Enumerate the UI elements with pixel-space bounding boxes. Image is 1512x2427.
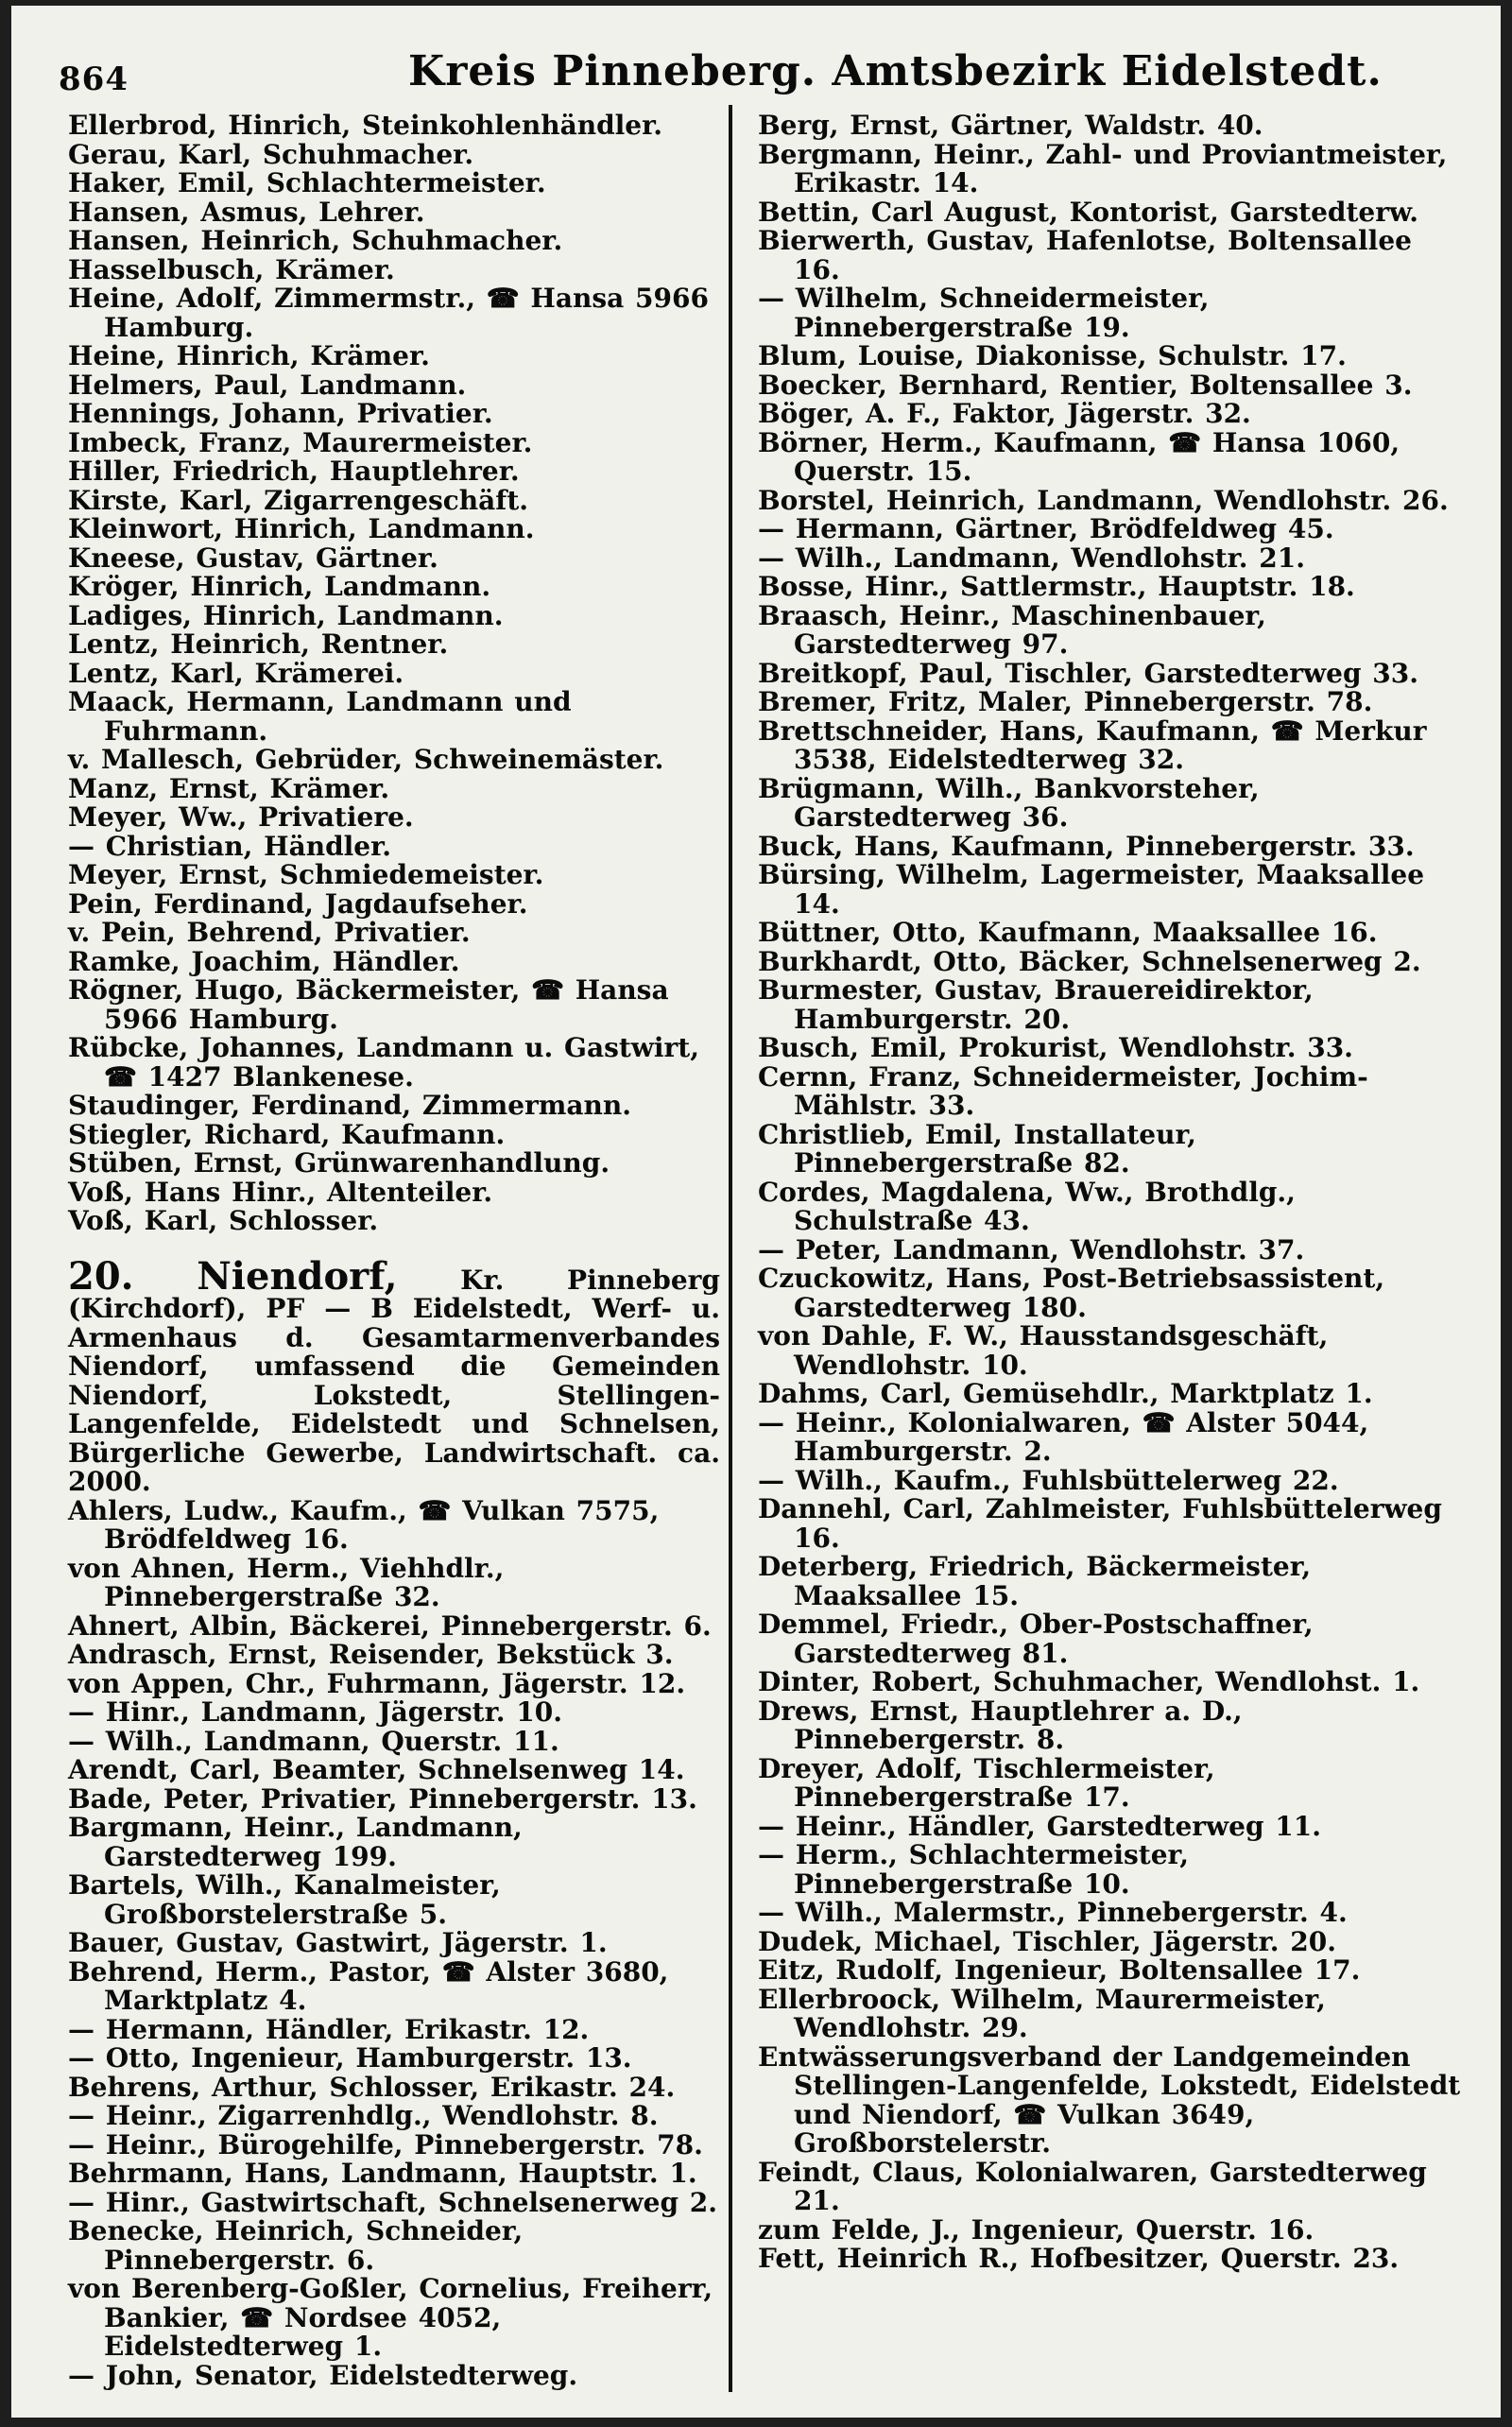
directory-entry: Christlieb, Emil, Installateur, Pinnebergerstraße 82. [758,1118,1196,1179]
page-number: 864 [59,60,129,98]
directory-entry: Maack, Hermann, Landmann und Fuhrmann. [68,686,572,747]
directory-entry: Behrmann, Hans, Landmann, Hauptstr. 1. [68,2158,697,2189]
directory-entry: Hennings, Johann, Privatier. [68,398,493,429]
directory-entry: — Wilh., Landmann, Querstr. 11. [68,1725,559,1757]
directory-entry: Dreyer, Adolf, Tischlermeister, Pinnebergerstraße 17. [758,1752,1215,1813]
directory-entry: — Wilh., Landmann, Wendlohstr. 21. [758,542,1305,574]
directory-entry: Deterberg, Friedrich, Bäckermeister, Maaksallee 15. [758,1551,1312,1611]
page-header [11,6,1501,110]
directory-entry: Andrasch, Ernst, Reisender, Bekstück 3. [68,1639,674,1670]
section-number: 20. [68,1253,134,1299]
directory-entry: — Heinr., Kolonialwaren, ☎ Alster 5044, Hamburgerstr. 2. [758,1406,1369,1467]
directory-entry: — Heinr., Bürogehilfe, Pinnebergerstr. 78. [68,2128,703,2160]
directory-entry: — Herm., Schlachtermeister, Pinnebergerstraße 10. [758,1839,1190,1900]
directory-entry: Demmel, Friedr., Ober-Postschaffner, Garstedterweg 81. [758,1609,1314,1669]
directory-entry: — Hermann, Händler, Erikastr. 12. [68,2013,590,2045]
directory-entry: Hansen, Heinrich, Schuhmacher. [68,225,563,256]
directory-entry: Entwässerungsverband der Landgemeinden Stellingen-Langenfelde, Lokstedt, Eidelstedt und Niendorf, ☎ Vulkan 3649, Großborstelerstr. [758,2040,1461,2159]
directory-entry: Voß, Karl, Schlosser. [68,1205,379,1236]
directory-entry: v. Mallesch, Gebrüder, Schweinemäster. [68,744,664,775]
directory-entry: Bettin, Carl August, Kontorist, Garstedterw. [758,196,1418,228]
directory-entry: Meyer, Ww., Privatiere. [68,801,414,833]
directory-entry: — Heinr., Zigarrenhdlg., Wendlohstr. 8. [68,2100,659,2131]
directory-entry: — Christian, Händler. [68,830,392,862]
directory-entry: Kleinwort, Hinrich, Landmann. [68,513,535,544]
directory-entry: Arendt, Carl, Beamter, Schnelsenweg 14. [68,1754,685,1785]
directory-entry: Braasch, Heinr., Maschinenbauer, Garstedterweg 97. [758,599,1266,660]
directory-entry: Berg, Ernst, Gärtner, Waldstr. 40. [758,110,1263,141]
directory-entry: Buck, Hans, Kaufmann, Pinnebergerstr. 33. [758,830,1415,862]
directory-page [11,6,1501,2418]
directory-entry: Busch, Emil, Prokurist, Wendlohstr. 33. [758,1032,1353,1063]
directory-entry: Drews, Ernst, Hauptlehrer a. D., Pinnebergerstr. 8. [758,1695,1243,1755]
directory-entry: Bremer, Fritz, Maler, Pinnebergerstr. 78. [758,686,1373,717]
directory-entry: Czuckowitz, Hans, Post-Betriebsassistent, Garstedterweg 180. [758,1263,1385,1323]
directory-entry: Boecker, Bernhard, Rentier, Boltensallee 3. [758,369,1413,401]
directory-entry: von Ahnen, Herm., Viehhdlr., Pinnebergerstraße 32. [68,1552,505,1612]
directory-entry: Staudinger, Ferdinand, Zimmermann. [68,1090,632,1121]
directory-entry: Stiegler, Richard, Kaufmann. [68,1118,506,1150]
directory-entry: — Hinr., Gastwirtschaft, Schnelsenerweg 2. [68,2186,717,2218]
directory-entry: Kröger, Hinrich, Landmann. [68,571,491,602]
directory-entry: — Heinr., Händler, Garstedterweg 11. [758,1810,1321,1842]
directory-entry: Bierwerth, Gustav, Hafenlotse, Boltensallee 16. [758,225,1412,285]
directory-entry: Blum, Louise, Diakonisse, Schulstr. 17. [758,340,1347,371]
page-title: Kreis Pinneberg. Amtsbezirk Eidelstedt. [408,47,1383,95]
directory-entry: Meyer, Ernst, Schmiedemeister. [68,859,544,890]
directory-entry: Behrend, Herm., Pastor, ☎ Alster 3680, Marktplatz 4. [68,1955,669,2016]
directory-entry: Kneese, Gustav, Gärtner. [68,542,438,574]
directory-entry: Kirste, Karl, Zigarrengeschäft. [68,484,528,516]
directory-entry: Burkhardt, Otto, Bäcker, Schnelsenerweg 2. [758,945,1421,977]
directory-entry: — Hinr., Landmann, Jägerstr. 10. [68,1696,562,1728]
directory-entry: — Wilh., Malermstr., Pinnebergerstr. 4. [758,1897,1348,1928]
directory-entry: Rübcke, Johannes, Landmann u. Gastwirt, ☎ 1427 Blankenese. [68,1032,699,1093]
directory-entry: Bosse, Hinr., Sattlermstr., Hauptstr. 18. [758,571,1355,602]
directory-entry: Börner, Herm., Kaufmann, ☎ Hansa 1060, Querstr. 15. [758,426,1400,487]
directory-entry: Benecke, Heinrich, Schneider, Pinnebergerstr. 6. [68,2215,524,2276]
directory-entry: Dinter, Robert, Schuhmacher, Wendlohst. 1. [758,1666,1420,1697]
directory-entry: Feindt, Claus, Kolonialwaren, Garstedterweg 21. [758,2156,1427,2216]
directory-entry: Hasselbusch, Krämer. [68,253,395,285]
section-heading [68,1253,720,1497]
directory-entry: Lentz, Heinrich, Rentner. [68,628,449,660]
directory-entry: Behrens, Arthur, Schlosser, Erikastr. 24. [68,2071,676,2103]
directory-entry: — John, Senator, Eidelstedterweg. [68,2359,578,2391]
section-text: Kr. Pinneberg (Kirchdorf), PF — B Eidelstedt, Werf- u. Armenhaus d. Gesamtarmenverbandes Niendorf, umfassend die Gemeinden Niendorf, Lokstedt, Stellingen-Langenfelde, Eidelstedt und Schnelsen, Bürgerliche Gewerbe, Landwirtschaft. ca. 2000. [68,1264,720,1497]
directory-entry: Borstel, Heinrich, Landmann, Wendlohstr. 26. [758,484,1449,516]
left-column [68,112,720,2390]
right-column [758,112,1467,2274]
directory-entry: Bargmann, Heinr., Landmann, Garstedterweg 199. [68,1812,523,1872]
directory-entry: Bauer, Gustav, Gastwirt, Jägerstr. 1. [68,1927,608,1958]
section-name: Niendorf, [197,1253,398,1299]
directory-entry: Rögner, Hugo, Bäckermeister, ☎ Hansa 5966 Hamburg. [68,974,669,1035]
directory-entry: Fett, Heinrich R., Hofbesitzer, Querstr. 23. [758,2243,1400,2274]
directory-entry: Breitkopf, Paul, Tischler, Garstedterweg 33. [758,657,1418,689]
directory-entry: Heine, Hinrich, Krämer. [68,340,430,371]
directory-entry: von Appen, Chr., Fuhrmann, Jägerstr. 12. [68,1667,686,1699]
directory-entry: Dudek, Michael, Tischler, Jägerstr. 20. [758,1925,1336,1957]
directory-entry: Heine, Adolf, Zimmermstr., ☎ Hansa 5966 Hamburg. [68,283,709,343]
directory-entry: Haker, Emil, Schlachtermeister. [68,167,546,198]
directory-entry: Ellerbrod, Hinrich, Steinkohlenhändler. [68,110,663,141]
left-entries-before [68,112,720,1236]
directory-entry: Bade, Peter, Privatier, Pinnebergerstr. 13. [68,1782,697,1815]
directory-entry: Ahnert, Albin, Bäckerei, Pinnebergerstr. 6. [68,1609,712,1642]
directory-entry: Helmers, Paul, Landmann. [68,369,467,401]
directory-entry: Burmester, Gustav, Brauereidirektor, Hamburgerstr. 20. [758,974,1314,1035]
directory-entry: Cernn, Franz, Schneidermeister, Jochim-Mählstr. 33. [758,1060,1368,1121]
directory-entry: Lentz, Karl, Krämerei. [68,657,404,689]
directory-entry: von Dahle, F. W., Hausstandsgeschäft, Wendlohstr. 10. [758,1320,1329,1381]
directory-entry: Voß, Hans Hinr., Altenteiler. [68,1176,493,1208]
directory-entry: Hiller, Friedrich, Hauptlehrer. [68,456,520,487]
directory-entry: Imbeck, Franz, Maurermeister. [68,426,533,458]
left-entries-after [68,1494,720,2391]
directory-entry: Manz, Ernst, Krämer. [68,772,390,804]
directory-entry: Gerau, Karl, Schuhmacher. [68,138,474,170]
column-divider [729,105,732,2392]
directory-entry: — Hermann, Gärtner, Brödfeldweg 45. [758,513,1334,544]
directory-entry: — Otto, Ingenieur, Hamburgerstr. 13. [68,2042,632,2074]
directory-entry: Dannehl, Carl, Zahlmeister, Fuhlsbüttelerweg 16. [758,1493,1442,1554]
directory-entry: — Wilhelm, Schneidermeister, Pinnebergerstraße 19. [758,283,1210,343]
directory-entry: Hansen, Asmus, Lehrer. [68,196,425,228]
directory-entry: Böger, A. F., Faktor, Jägerstr. 32. [758,398,1251,429]
directory-entry: Brettschneider, Hans, Kaufmann, ☎ Merkur 3538, Eidelstedterweg 32. [758,714,1427,775]
directory-entry: Büttner, Otto, Kaufmann, Maaksallee 16. [758,917,1378,948]
directory-entry: Stüben, Ernst, Grünwarenhandlung. [68,1147,610,1179]
directory-entry: Bergmann, Heinr., Zahl- und Proviantmeister, Erikastr. 14. [758,138,1448,198]
right-entries [758,112,1467,2274]
directory-entry: — Wilh., Kaufm., Fuhlsbüttelerweg 22. [758,1464,1339,1496]
directory-entry: Ramke, Joachim, Händler. [68,945,460,977]
directory-entry: Brügmann, Wilh., Bankvorsteher, Garstedterweg 36. [758,772,1260,833]
directory-entry: Bartels, Wilh., Kanalmeister, Großborstelerstraße 5. [68,1869,501,1930]
directory-entry: zum Felde, J., Ingenieur, Querstr. 16. [758,2213,1314,2246]
directory-entry: Ahlers, Ludw., Kaufm., ☎ Vulkan 7575, Brödfeldweg 16. [68,1494,660,1555]
directory-entry: Cordes, Magdalena, Ww., Brothdlg., Schulstraße 43. [758,1176,1296,1236]
directory-entry: v. Pein, Behrend, Privatier. [68,917,471,948]
directory-entry: Ladiges, Hinrich, Landmann. [68,599,504,631]
directory-entry: Ellerbroock, Wilhelm, Maurermeister, Wendlohstr. 29. [758,1983,1326,2043]
directory-entry: — Peter, Landmann, Wendlohstr. 37. [758,1233,1305,1265]
directory-entry: Dahms, Carl, Gemüsehdlr., Marktplatz 1. [758,1378,1373,1409]
directory-entry: Bürsing, Wilhelm, Lagermeister, Maaksallee 14. [758,859,1425,920]
directory-entry: Pein, Ferdinand, Jagdaufseher. [68,887,528,920]
directory-entry: Eitz, Rudolf, Ingenieur, Boltensallee 17. [758,1954,1361,1986]
directory-entry: von Berenberg-Goßler, Cornelius, Freiherr, Bankier, ☎ Nordsee 4052, Eidelstedterweg 1. [68,2273,713,2362]
